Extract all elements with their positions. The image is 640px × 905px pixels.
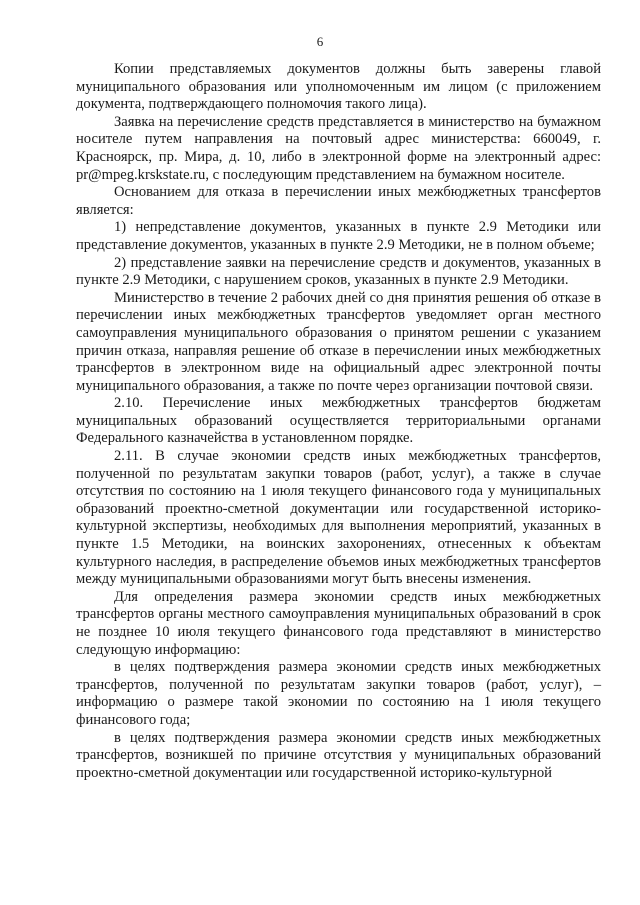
list-item-refusal-1: 1) непредставление документов, указанных в пункте 2.9 Методики или представление документов, указанных в пункте 2.9 Методики, не в полном объеме;	[76, 219, 601, 253]
list-item-savings-documentation: в целях подтверждения размера экономии средств иных межбюджетных трансфертов, возникшей по причине отсутствия у муниципальных образований проектно-сметной документации или государственной историко-культурной	[76, 729, 601, 781]
paragraph-savings-determination: Для определения размера экономии средств иных межбюджетных трансфертов органы местного самоуправления муниципальных образований в срок не позднее 10 июля текущего финансового года представляют в министерство следующую информацию:	[76, 588, 601, 658]
document-body	[76, 61, 601, 782]
paragraph-refusal-grounds: Основанием для отказа в перечислении иных межбюджетных трансфертов является:	[76, 184, 601, 218]
paragraph-clause-2-11: 2.11. В случае экономии средств иных межбюджетных трансфертов, полученной по результатам закупки товаров (работ, услуг), а также в случае отсутствия по состоянию на 1 июля текущего финансового года у муниципальных образований проектно-сметной документации или государственной историко-культурной экспертизы, необходимых для выполнения мероприятий, указанных в пункте 1.5 Методики, на воинских захоронениях, отнесенных к объектам культурного наследия, в распределение объемов иных межбюджетных трансфертов между муниципальными образованиями могут быть внесены изменения.	[76, 448, 601, 588]
list-item-savings-procurement: в целях подтверждения размера экономии средств иных межбюджетных трансфертов, полученной по результатам закупки товаров (работ, услуг), – информацию о размере такой экономии по состоянию на 1 июля текущего финансового года;	[76, 659, 601, 728]
page-number: 6	[316, 34, 324, 49]
paragraph-refusal-notification: Министерство в течение 2 рабочих дней со дня принятия решения об отказе в перечислении иных межбюджетных трансфертов уведомляет орган местного самоуправления муниципального образования о принятом решении с указанием причин отказа, направляя решение об отказе в перечислении иных межбюджетных трансфертов в электронном виде на официальный адрес электронной почты муниципального образования, а также по почте через организации почтовой связи.	[76, 289, 601, 394]
paragraph-clause-2-10: 2.10. Перечисление иных межбюджетных трансфертов бюджетам муниципальных образований осуществляется территориальными органами Федерального казначейства в установленном порядке.	[76, 395, 601, 447]
paragraph-copies-certification: Копии представляемых документов должны быть заверены главой муниципального образования или уполномоченным им лицом (с приложением документа, подтверждающего полномочия такого лица).	[76, 61, 601, 113]
list-item-refusal-2: 2) представление заявки на перечисление средств и документов, указанных в пункте 2.9 Методики, с нарушением сроков, указанных в пункте 2.9 Методики.	[76, 254, 601, 289]
paragraph-application-submission: Заявка на перечисление средств представляется в министерство на бумажном носителе путем направления на почтовый адрес министерства: 660049, г. Красноярск, пр. Мира, д. 10, либо в электронной форме на электронный адрес: pr@mpeg.krskstate.ru, с последующим представлением на бумажном носителе.	[76, 113, 601, 183]
